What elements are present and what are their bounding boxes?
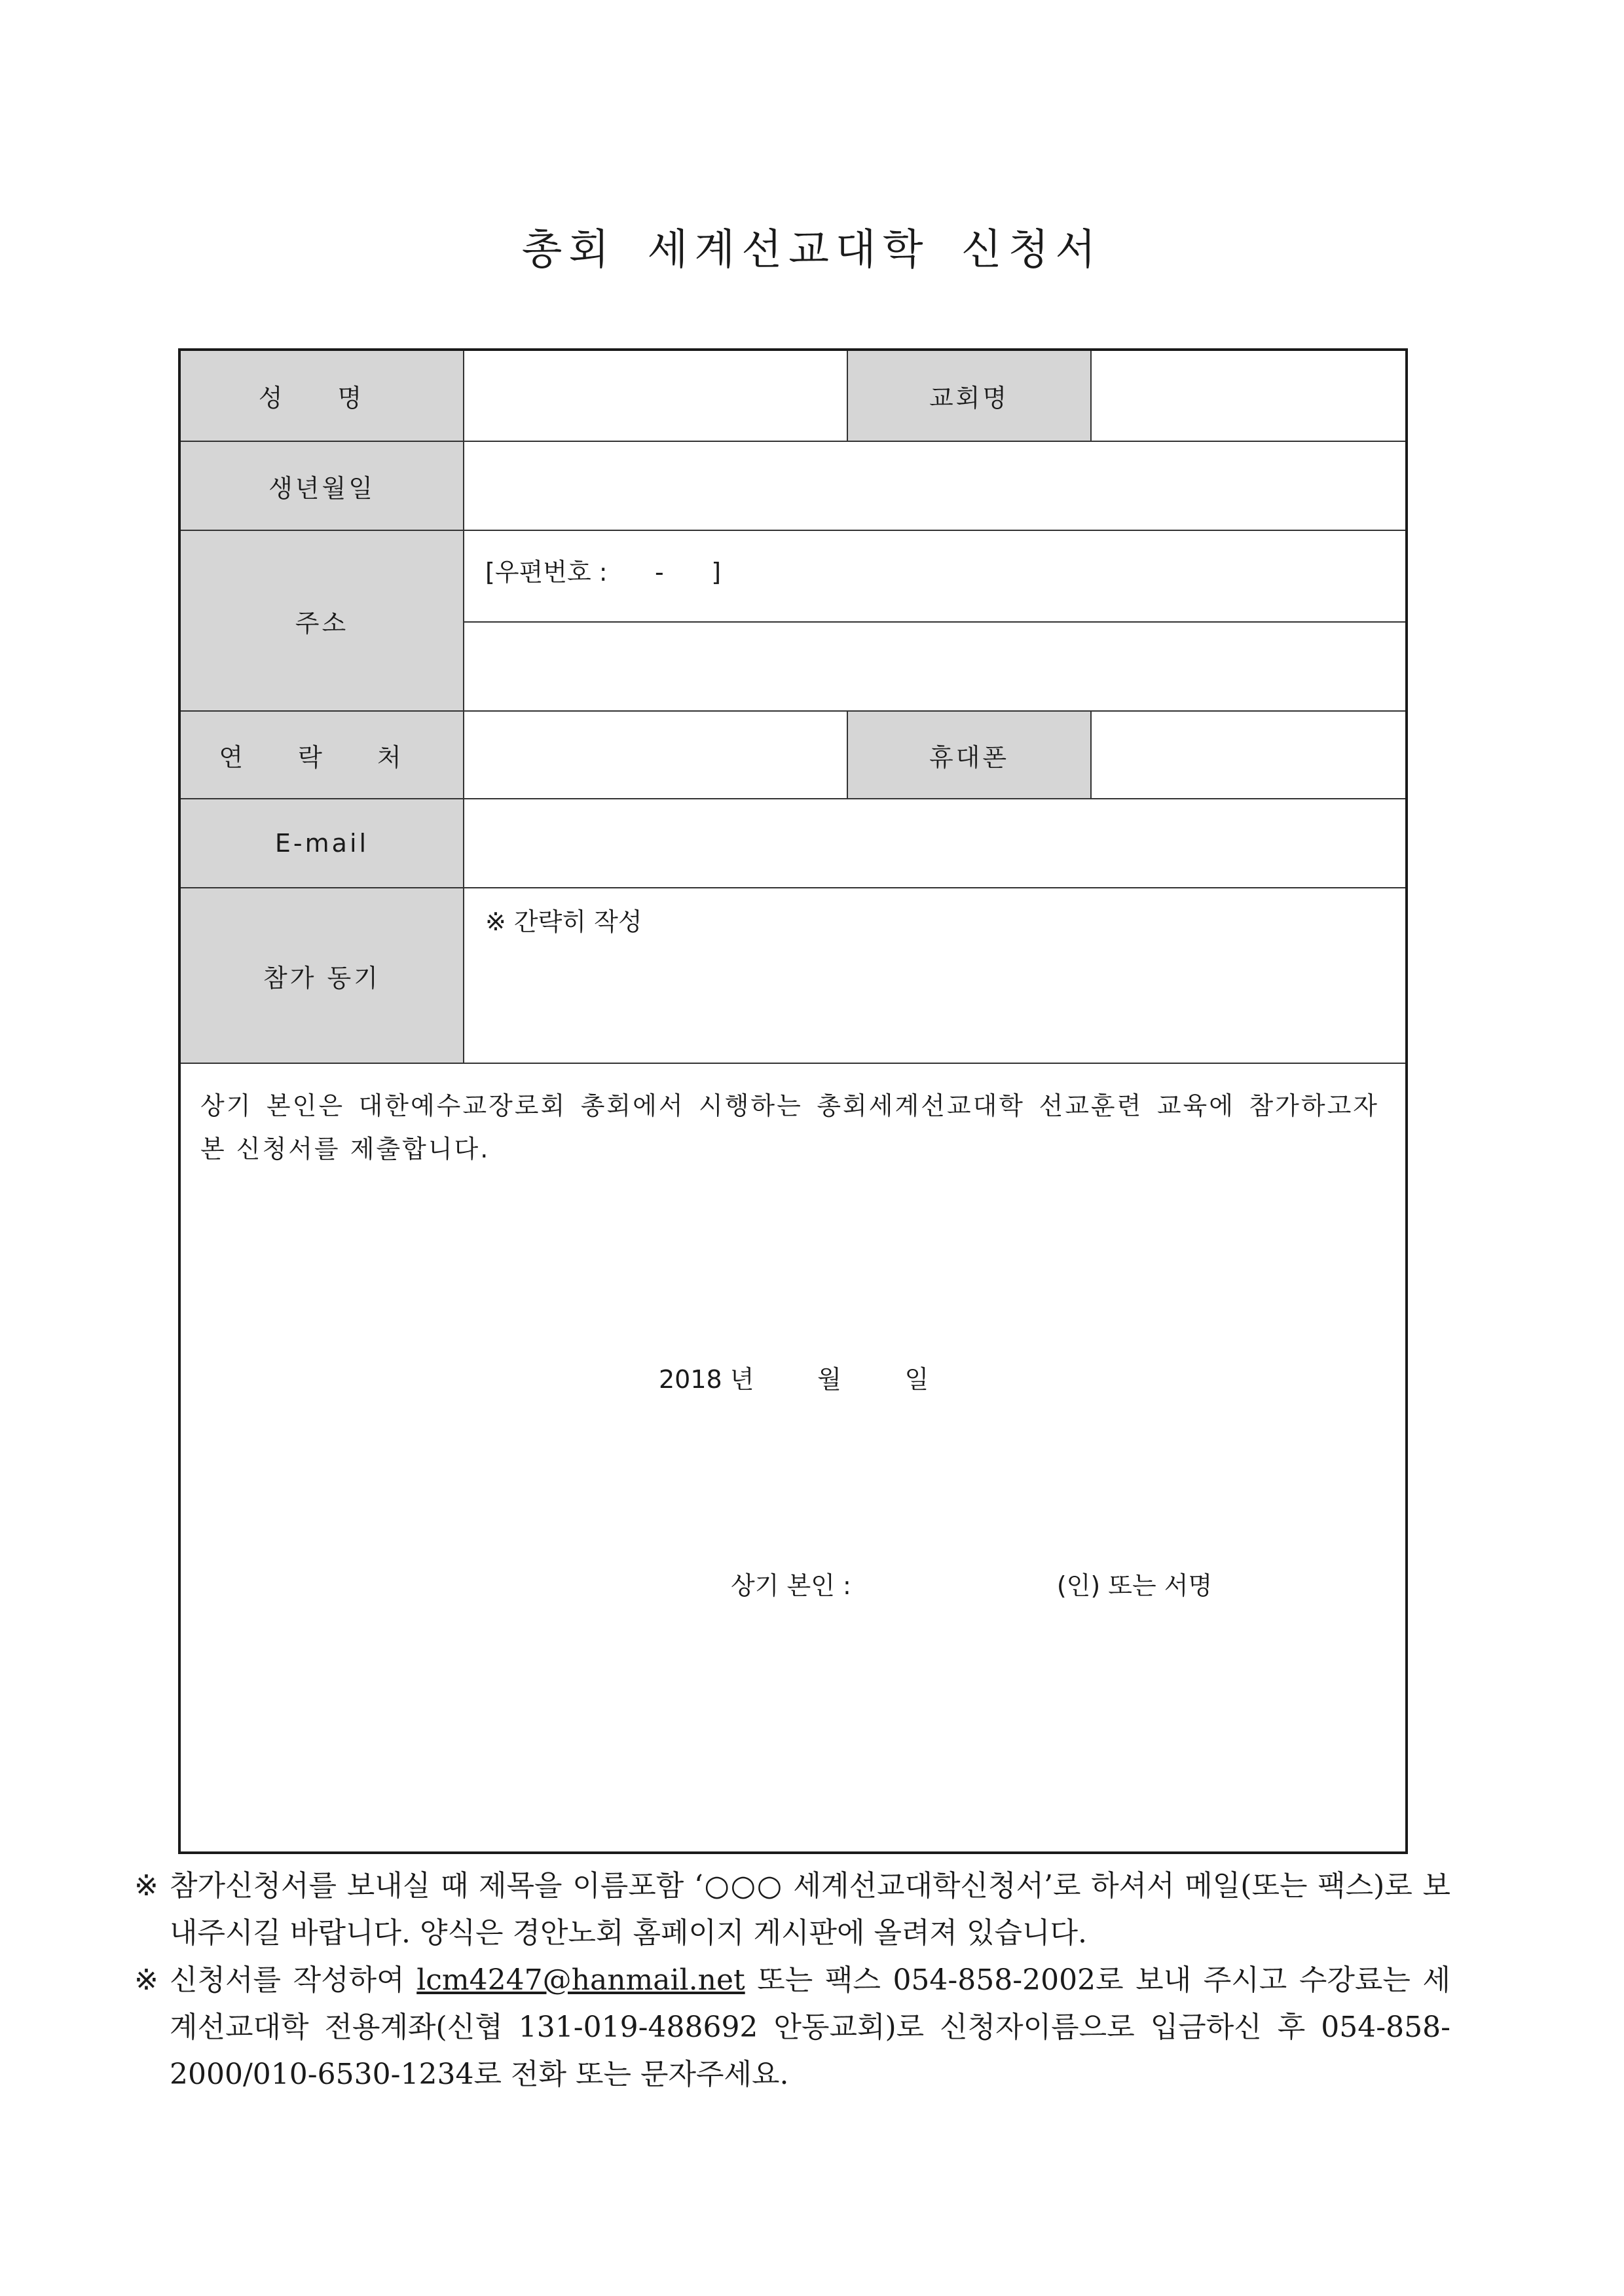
signature-line: 상기 본인 : (인) 또는 서명 (731, 1571, 1213, 1600)
note-mark: ※ (134, 1869, 158, 1903)
note-item (134, 1863, 1450, 1957)
postal-code-line: [우편번호 : - ] (485, 558, 722, 587)
name-field[interactable] (464, 351, 847, 441)
church-label: 교회명 (847, 351, 1091, 441)
declaration-text: 상기 본인은 대한예수교장로회 총회에서 시행하는 총회세계선교대학 선교훈련 교육에 참가하고자 본 신청서를 제출합니다. (200, 1091, 1379, 1163)
note-text: 참가신청서를 보내실 때 제목을 이름포함 ‘○○○ 세계선교대학신청서’로 하셔서 메일(또는 팩스)로 보내주시길 바랍니다. 양식은 경안노회 홈페이지 게시판에 올려져 있습니다. (170, 1869, 1450, 1950)
note-item (134, 1957, 1450, 2098)
note-text-part: 신청서를 작성하여 (170, 1963, 417, 1997)
contact-label: 연 락 처 (181, 711, 464, 799)
address-label: 주소 (181, 530, 464, 711)
birthdate-label: 생년월일 (181, 441, 464, 530)
church-field[interactable] (1091, 351, 1405, 441)
note-text (170, 1957, 1450, 2098)
date-line: 2018 년 월 일 (659, 1365, 929, 1394)
note-mark: ※ (134, 1963, 158, 1997)
mobile-field[interactable] (1091, 711, 1405, 799)
motive-field[interactable] (464, 888, 1405, 1063)
notes-section (134, 1863, 1450, 2098)
contact-field[interactable] (464, 711, 847, 799)
email-link[interactable]: lcm4247@hanmail.net (416, 1963, 745, 1997)
name-label: 성 명 (181, 351, 464, 441)
mobile-label: 휴대폰 (847, 711, 1091, 799)
motive-label: 참가 동기 (181, 888, 464, 1063)
email-label: E-mail (181, 799, 464, 888)
postal-code-field[interactable] (464, 530, 1405, 622)
motive-note: ※ 간략히 작성 (485, 907, 642, 936)
address-field[interactable] (464, 622, 1405, 711)
birthdate-field[interactable] (464, 441, 1405, 530)
application-form (178, 348, 1408, 1854)
email-field[interactable] (464, 799, 1405, 888)
note-text-part: 또는 팩스 054-858-2002로 보내 주시고 수강료는 세계선교대학 전용계좌(신협 131-019-488692 안동교회)로 신청자이름으로 입금하신 후 054-858-2000/010-6530-1234로 전화 또는 문자주세요. (170, 1963, 1450, 2091)
form-table (181, 351, 1405, 1063)
page-title: 총회 세계선교대학 신청서 (521, 226, 1103, 274)
